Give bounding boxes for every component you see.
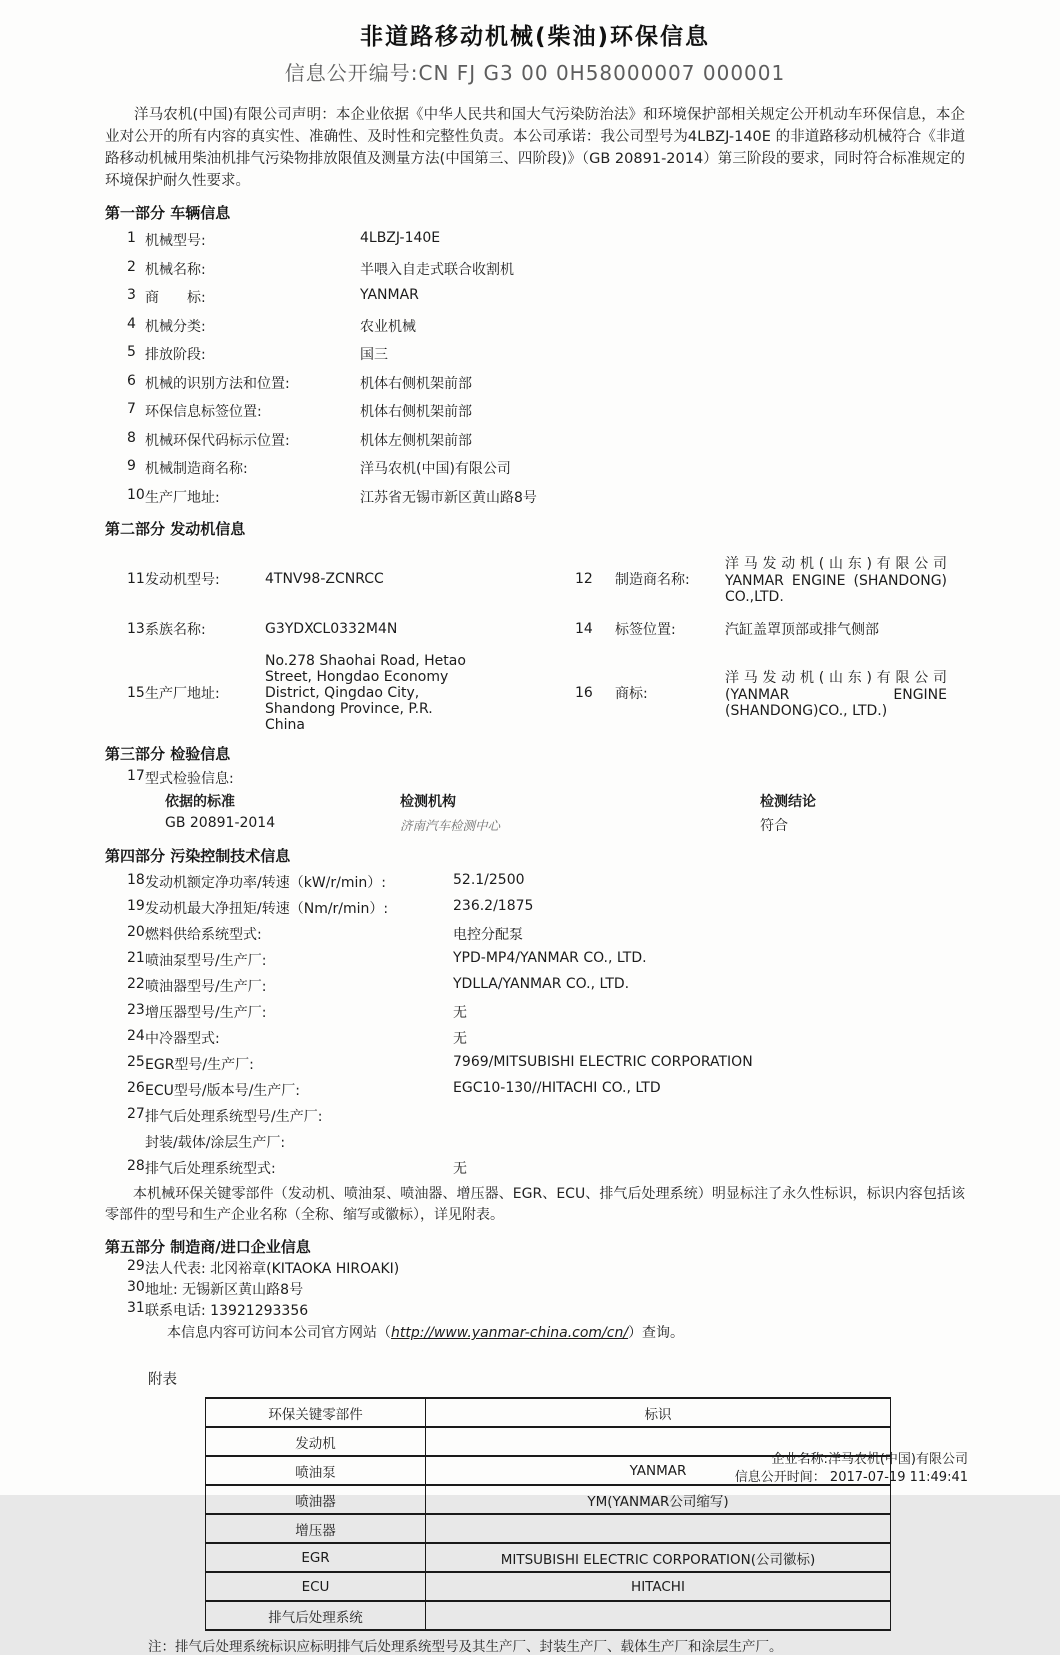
item-value: 4LBZJ-140E <box>360 230 441 246</box>
section-heading-part2: 第二部分 发动机信息 <box>105 520 246 538</box>
item-value: YANMAR <box>360 287 419 303</box>
item-label: 商 标: <box>145 290 206 306</box>
item-text: 联系电话: 13921293356 <box>145 1303 309 1319</box>
item-label: 排放阶段: <box>145 347 206 363</box>
item-row <box>105 944 965 970</box>
item-row <box>105 996 965 1022</box>
item-row <box>105 309 965 338</box>
item-value: YPD-MP4/YANMAR CO., LTD. <box>453 950 647 966</box>
footer-publish-time: 信息公开时间： 2017-07-19 11:49:41 <box>734 1470 968 1485</box>
item-label: 排气后处理系统型号/生产厂: <box>145 1109 323 1125</box>
item-no: 29 <box>127 1258 145 1274</box>
type-test-item <box>105 768 965 788</box>
item-value: 洋马发动机(山东)有限公司 YANMAR ENGINE (SHANDONG) CO.,LTD. <box>725 556 947 605</box>
table-row <box>206 1514 891 1543</box>
item-value: 机体右侧机架前部 <box>360 404 472 420</box>
item-value: 洋马发动机(山东)有限公司 (YANMAR ENGINE (SHANDONG)CO., LTD.) <box>725 670 947 719</box>
item-no: 1 <box>127 230 136 246</box>
item-value: 机体右侧机架前部 <box>360 375 472 392</box>
item-row <box>105 280 965 309</box>
item-row <box>105 337 965 366</box>
section-heading-part1: 第一部分 车辆信息 <box>105 204 231 222</box>
item-no: 13 <box>127 621 145 637</box>
standard-header: 依据的标准 <box>165 794 235 810</box>
item-no: 30 <box>127 1279 145 1295</box>
item-no: 17 <box>127 768 145 784</box>
item-row <box>105 1257 965 1278</box>
table-row <box>206 1572 891 1601</box>
item-row <box>105 451 965 480</box>
item-label: 封装/载体/涂层生产厂: <box>145 1135 286 1151</box>
item-label: 增压器型号/生产厂: <box>145 1005 267 1021</box>
item-no: 5 <box>127 344 136 360</box>
item-row <box>105 252 965 281</box>
section-heading-part3: 第三部分 检验信息 <box>105 745 231 763</box>
item-value: 洋马农机(中国)有限公司 <box>360 461 511 477</box>
item-no: 8 <box>127 429 136 446</box>
item-row <box>105 223 965 252</box>
item-label: 燃料供给系统型式: <box>145 927 262 943</box>
table-row <box>206 1485 891 1514</box>
item-no: 28 <box>127 1158 145 1174</box>
doc-title: 非道路移动机械(柴油)环保信息 <box>359 24 711 50</box>
item-no: 27 <box>127 1106 145 1122</box>
table-cell-part: 喷油器 <box>206 1485 426 1514</box>
item-no: 16 <box>575 685 593 701</box>
table-row <box>206 1601 891 1630</box>
item-row <box>105 892 965 918</box>
website-line-suffix: ）查询。 <box>628 1325 685 1341</box>
item-no: 18 <box>127 872 145 888</box>
item-row <box>105 1126 965 1152</box>
item-value: EGC10-130//HITACHI CO., LTD <box>453 1080 661 1096</box>
item-value: 半喂入自走式联合收割机 <box>360 261 514 278</box>
table-cell-mark: MITSUBISHI ELECTRIC CORPORATION(公司徽标) <box>426 1543 891 1572</box>
conclusion-header: 检测结论 <box>760 794 816 810</box>
item-label: 机械制造商名称: <box>145 461 248 477</box>
item-label: 生产厂地址: <box>145 686 220 702</box>
item-value: 电控分配泵 <box>453 927 523 943</box>
part2-rows <box>105 553 965 733</box>
item-no: 11 <box>127 571 145 587</box>
item-no: 4 <box>127 315 136 332</box>
item-value: 机体左侧机架前部 <box>360 432 472 449</box>
item-label: 制造商名称: <box>615 572 690 588</box>
table-cell-part: 发动机 <box>206 1427 426 1456</box>
item-label: 机械名称: <box>145 261 206 278</box>
item-label: EGR型号/生产厂: <box>145 1057 254 1073</box>
item-row <box>105 480 965 509</box>
table-cell-part: ECU <box>206 1572 426 1601</box>
item-value: 236.2/1875 <box>453 898 534 914</box>
item-row <box>105 1299 965 1320</box>
item-no: 3 <box>127 287 136 303</box>
table-cell-mark <box>426 1601 891 1630</box>
item-value: 无 <box>453 1031 467 1047</box>
item-no: 21 <box>127 950 145 966</box>
section-heading-part4: 第四部分 污染控制技术信息 <box>105 847 291 865</box>
table-cell-part: 排气后处理系统 <box>206 1601 426 1630</box>
test-table-headers <box>105 788 965 811</box>
item-row <box>105 366 965 395</box>
item-no: 12 <box>575 571 593 587</box>
item-no: 20 <box>127 924 145 940</box>
declaration-paragraph: 洋马农机(中国)有限公司声明：本企业依据《中华人民共和国大气污染防治法》和环境保护部相关规定公开机动车环保信息，本企业对公开的所有内容的真实性、准确性、及时性和完整性负责。本公司承诺：我公司型号为4LBZJ-140E 的非道路移动机械符合《非道路移动机械用柴油机排气污染物排放限值及测量方法(中国第三、四阶段)》（GB 20891-2014）第三阶段的要求，同时符合标准规定的环境保护耐久性要求。 <box>105 107 965 189</box>
item-text: 地址: 无锡新区黄山路8号 <box>145 1282 304 1298</box>
item-no: 22 <box>127 976 145 992</box>
table-cell-part: 喷油泵 <box>206 1456 426 1485</box>
item-value: 江苏省无锡市新区黄山路8号 <box>360 489 537 506</box>
part4-items <box>105 866 965 1178</box>
item-label: 发动机型号: <box>145 572 220 588</box>
item-row <box>105 1048 965 1074</box>
engine-info-row <box>105 553 965 605</box>
item-row <box>105 918 965 944</box>
part5-items <box>105 1257 965 1320</box>
item-value: 无 <box>453 1005 467 1021</box>
engine-info-row <box>105 653 965 733</box>
agency-header: 检测机构 <box>400 794 456 810</box>
table-header-mark: 标识 <box>426 1398 891 1427</box>
item-label: 喷油泵型号/生产厂: <box>145 953 267 969</box>
engine-info-row <box>105 619 965 639</box>
item-row <box>105 970 965 996</box>
table-cell-mark <box>426 1514 891 1543</box>
item-row <box>105 866 965 892</box>
table-cell-mark: YANMAR <box>426 1456 891 1485</box>
footer <box>735 1451 968 1487</box>
item-label: 发动机额定净功率/转速（kW/r/min）: <box>145 875 386 891</box>
table-header-row <box>206 1398 891 1427</box>
item-label: 商标: <box>615 686 648 702</box>
item-label: 系族名称: <box>145 622 206 638</box>
appendix-label: 附表 <box>148 1372 177 1388</box>
item-no: 15 <box>127 685 145 701</box>
item-no: 26 <box>127 1080 145 1096</box>
table-cell-mark: YM(YANMAR公司缩写) <box>426 1485 891 1514</box>
item-label: 机械的识别方法和位置: <box>145 375 290 392</box>
item-label: 机械环保代码标示位置: <box>145 432 290 449</box>
item-no: 10 <box>127 486 145 503</box>
website-line-prefix: 本信息内容可访问本公司官方网站（ <box>167 1325 391 1341</box>
item-row <box>105 1100 965 1126</box>
table-header-part: 环保关键零部件 <box>206 1398 426 1427</box>
item-value: 4TNV98-ZCNRCC <box>265 571 384 587</box>
item-label: 型式检验信息: <box>145 771 234 787</box>
item-label: 中冷器型式: <box>145 1031 220 1047</box>
website-line <box>105 1322 965 1342</box>
item-no: 24 <box>127 1028 145 1044</box>
item-no: 25 <box>127 1054 145 1070</box>
key-parts-note: 本机械环保关键零部件（发动机、喷油泵、喷油器、增压器、EGR、ECU、排气后处理系统）明显标注了永久性标识，标识内容包括该零部件的型号和生产企业名称（全称、缩写或徽标），详见附表。 <box>105 1186 965 1223</box>
item-text: 法人代表: 北冈裕章(KITAOKA HIROAKI) <box>145 1261 400 1277</box>
item-label: 发动机最大净扭矩/转速（Nm/r/min）: <box>145 901 389 917</box>
table-cell-part: 增压器 <box>206 1514 426 1543</box>
standard-value: GB 20891-2014 <box>165 815 276 831</box>
item-label: 排气后处理系统型式: <box>145 1161 276 1177</box>
item-row <box>105 1022 965 1048</box>
item-no: 7 <box>127 401 136 417</box>
item-no: 9 <box>127 458 136 474</box>
appendix-table <box>205 1397 891 1631</box>
item-label: 标签位置: <box>615 622 676 638</box>
item-no: 6 <box>127 372 136 389</box>
item-row <box>105 394 965 423</box>
item-value: 农业机械 <box>360 318 416 335</box>
test-table-values <box>105 811 965 835</box>
section-heading-part5: 第五部分 制造商/进口企业信息 <box>105 1238 311 1256</box>
item-value: 汽缸盖罩顶部或排气侧部 <box>725 622 879 638</box>
item-value: 52.1/2500 <box>453 872 525 888</box>
item-row <box>105 1074 965 1100</box>
conclusion-value: 符合 <box>760 818 788 834</box>
part1-items <box>105 223 965 508</box>
item-label: 机械型号: <box>145 233 206 249</box>
item-no: 19 <box>127 898 145 914</box>
item-no: 14 <box>575 621 593 637</box>
item-no: 31 <box>127 1300 145 1316</box>
item-value: YDLLA/YANMAR CO., LTD. <box>453 976 630 992</box>
item-no: 23 <box>127 1002 145 1018</box>
aftertreatment-note: 注：排气后处理系统标识应标明排气后处理系统型号及其生产厂、封装生产厂、载体生产厂和涂层生产厂。 <box>148 1639 783 1655</box>
item-label: 喷油器型号/生产厂: <box>145 979 267 995</box>
item-row <box>105 423 965 452</box>
item-value: 国三 <box>360 347 388 363</box>
item-label: 生产厂地址: <box>145 489 220 506</box>
item-label: 机械分类: <box>145 318 206 335</box>
footer-company: 企业名称:洋马农机(中国)有限公司 <box>771 1452 968 1467</box>
website-link[interactable]: http://www.yanmar-china.com/cn/ <box>391 1325 629 1341</box>
info-disclosure-code: 信息公开编号:CN FJ G3 00 0H58000007 000001 <box>284 61 786 85</box>
item-value: 7969/MITSUBISHI ELECTRIC CORPORATION <box>453 1054 753 1070</box>
table-cell-mark: HITACHI <box>426 1572 891 1601</box>
item-value: 无 <box>453 1161 467 1177</box>
item-row <box>105 1152 965 1178</box>
agency-value: 济南汽车检测中心 <box>400 818 501 833</box>
item-no: 2 <box>127 258 136 275</box>
table-row <box>206 1543 891 1572</box>
item-label: ECU型号/版本号/生产厂: <box>145 1083 301 1099</box>
item-label: 环保信息标签位置: <box>145 404 262 420</box>
item-value: No.278 Shaohai Road, Hetao Street, Hongdao Economy District, Qingdao City, Shandong Province, P.R. China <box>265 653 466 733</box>
item-row <box>105 1278 965 1299</box>
item-value: G3YDXCL0332M4N <box>265 621 398 637</box>
table-cell-part: EGR <box>206 1543 426 1572</box>
